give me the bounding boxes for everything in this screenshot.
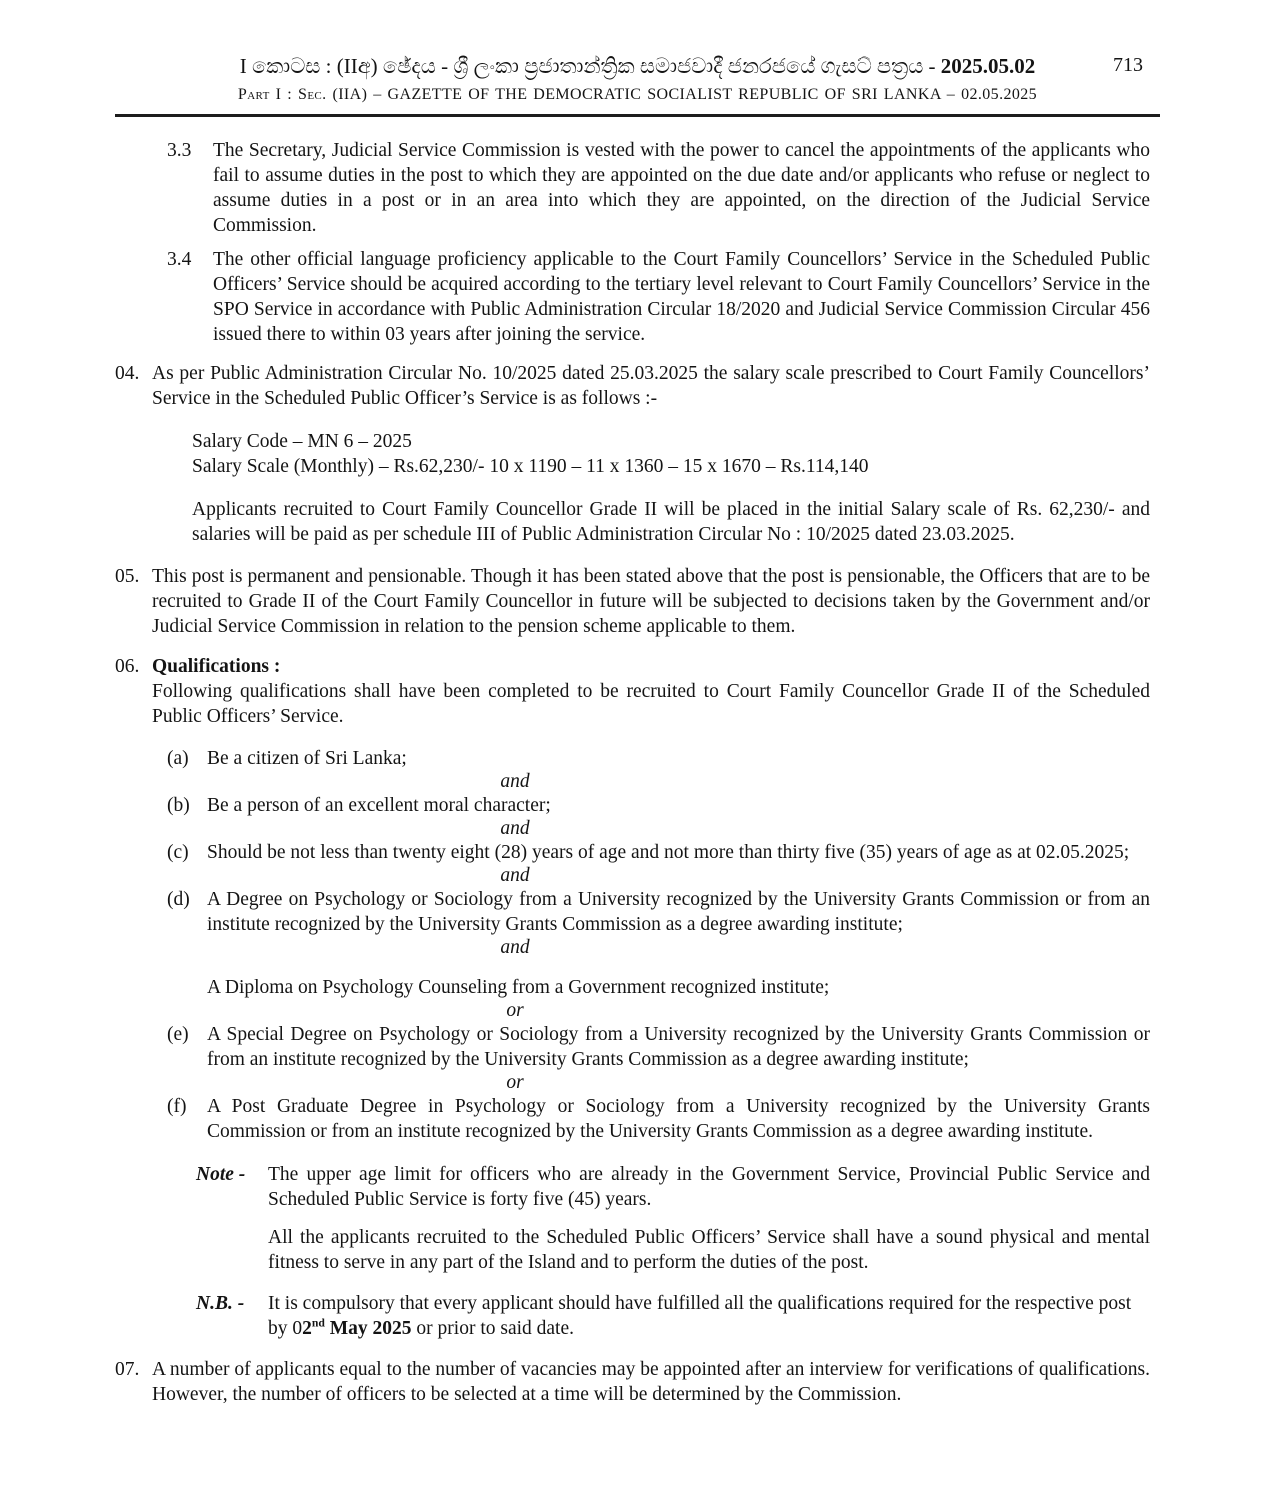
nb-text-prefix: It is compulsory that every applicant should have fulfilled all the qualifications required for the respective post by 0	[268, 1293, 1132, 1339]
qualification-b-label: (b)	[167, 795, 190, 816]
qualification-e-text: A Special Degree on Psychology or Sociology from a University recognized by the University Grants Commission or from an institute recognized by the University Grants Commission as a degree awarding institute;	[207, 1024, 1150, 1070]
qualification-item-a	[167, 746, 1150, 771]
qualification-f-text: A Post Graduate Degree in Psychology or Sociology from a University recognized by the University Grants Commission or from an institute recognized by the University Grants Commission as a degree awarding institute.	[207, 1096, 1150, 1142]
note-block	[196, 1162, 1150, 1212]
nb-label: N.B. -	[196, 1293, 245, 1314]
section-04-number: 04.	[115, 363, 140, 384]
qualification-e-label: (e)	[167, 1024, 189, 1045]
connector-or-1: or	[506, 1000, 524, 1021]
connector-and-3: and	[500, 865, 530, 886]
header-date: 2025.05.02	[940, 54, 1036, 78]
qualification-item-f	[167, 1094, 1150, 1144]
qualification-item-c	[167, 840, 1150, 865]
nb-date-month-year: May 2025	[324, 1318, 412, 1339]
qualification-d-text: A Degree on Psychology or Sociology from a University recognized by the University Grants Commission or from an institute recognized by the University Grants Commission as a degree awarding institute;	[207, 889, 1150, 935]
qualification-f-label: (f)	[167, 1096, 187, 1117]
connector-and-2: and	[500, 818, 530, 839]
qualification-c-label: (c)	[167, 842, 189, 863]
qualification-d-label: (d)	[167, 889, 190, 910]
section-06-heading	[115, 654, 1150, 679]
nb-text	[268, 1291, 1150, 1341]
note-text-1: The upper age limit for officers who are already in the Government Service, Provincial Public Service and Scheduled Public Service is forty five (45) years.	[268, 1164, 1150, 1210]
section-3-3-text: The Secretary, Judicial Service Commission is vested with the power to cancel the appointments of the applicants who fail to assume duties in the post to which they are appointed on the due date and/or applicants who refuse or neglect to assume duties in a post or in an area into which they are appointed, on the direction of the Judicial Service Commission.	[213, 140, 1150, 236]
salary-code-line: Salary Code – MN 6 – 2025	[192, 431, 412, 452]
section-3-3	[167, 138, 1150, 238]
section-3-4-number: 3.4	[167, 249, 192, 270]
section-05-number: 05.	[115, 566, 140, 587]
section-04-text: As per Public Administration Circular No. 10/2025 dated 25.03.2025 the salary scale prescribed to Court Family Councellors’ Service in the Scheduled Public Officer’s Service is as follows :-	[152, 363, 1150, 409]
header-title-english: Part I : Sec. (IIA) – GAZETTE OF THE DEMOCRATIC SOCIALIST REPUBLIC OF SRI LANKA – 02.05.2025	[237, 86, 1038, 103]
qualification-item-b	[167, 793, 1150, 818]
section-06-intro: Following qualifications shall have been completed to be recruited to Court Family Councellor Grade II of the Scheduled Public Officers’ Service.	[152, 681, 1150, 727]
qualification-item-e	[167, 1022, 1150, 1072]
header-title-sinhala	[0, 52, 1275, 80]
section-3-4-text: The other official language proficiency applicable to the Court Family Councellors’ Service in the Scheduled Public Officers’ Service should be acquired according to the tertiary level relevant to Court Family Councellors’ Service in the SPO Service in accordance with Public Administration Circular 18/2020 and Judicial Service Commission Circular 456 issued there to within 03 years after joining the service.	[213, 249, 1150, 345]
document-body	[115, 117, 1155, 1407]
nb-text-suffix: or prior to said date.	[411, 1318, 575, 1339]
note-label: Note -	[196, 1164, 246, 1185]
nb-block	[196, 1291, 1150, 1341]
connector-or-2: or	[506, 1072, 524, 1093]
connector-and-4: and	[500, 937, 530, 958]
connector-and-1: and	[500, 771, 530, 792]
qualification-diploma-text: A Diploma on Psychology Counseling from a Government recognized institute;	[207, 977, 830, 998]
section-07-text: A number of applicants equal to the number of vacancies may be appointed after an interview for verifications of qualifications. However, the number of officers to be selected at a time will be determined by the Commission.	[152, 1359, 1150, 1405]
section-3-3-number: 3.3	[167, 140, 192, 161]
nb-date-ordinal: nd	[311, 1316, 325, 1330]
nb-date-day: 2	[302, 1318, 312, 1339]
qualification-c-text: Should be not less than twenty eight (28) years of age and not more than thirty five (35) years of age as at 02.05.2025;	[207, 842, 1130, 863]
section-06-number: 06.	[115, 656, 140, 677]
qualification-b-text: Be a person of an excellent moral character;	[207, 795, 551, 816]
section-04-paragraph-2: Applicants recruited to Court Family Councellor Grade II will be placed in the initial Salary scale of Rs. 62,230/- and salaries will be paid as per schedule III of Public Administration Circular No : 10/2025 dated 23.03.2025.	[192, 499, 1150, 545]
section-06-title: Qualifications :	[152, 656, 281, 677]
section-07	[115, 1357, 1150, 1407]
section-04	[115, 361, 1150, 411]
qualification-a-label: (a)	[167, 748, 189, 769]
section-05-text: This post is permanent and pensionable. Though it has been stated above that the post is pensionable, the Officers that are to be recruited to Grade II of the Court Family Councellor in future will be subjected to decisions taken by the Government and/or Judicial Service Commission in relation to the pension scheme applicable to them.	[152, 566, 1150, 637]
qualification-item-d	[167, 887, 1150, 937]
section-07-number: 07.	[115, 1359, 140, 1380]
section-3-4	[167, 247, 1150, 347]
header-divider	[115, 114, 1160, 117]
qualification-a-text: Be a citizen of Sri Lanka;	[207, 748, 407, 769]
page-header	[0, 0, 1275, 117]
section-05	[115, 564, 1150, 639]
header-sinhala-text: I කොටස : (IIඅ) ඡේදය - ශ්‍රී ලංකා ප්‍රජාතාන්ත්‍රික සමාජවාදී ජනරජයේ ගැසට් පත්‍රය -	[239, 54, 941, 78]
note-text-2: All the applicants recruited to the Scheduled Public Officers’ Service shall have a sound physical and mental fitness to serve in any part of the Island and to perform the duties of the post.	[268, 1227, 1150, 1273]
salary-scale-line: Salary Scale (Monthly) – Rs.62,230/- 10 x 1190 – 11 x 1360 – 15 x 1670 – Rs.114,140	[192, 456, 869, 477]
page-number: 713	[1113, 54, 1143, 76]
